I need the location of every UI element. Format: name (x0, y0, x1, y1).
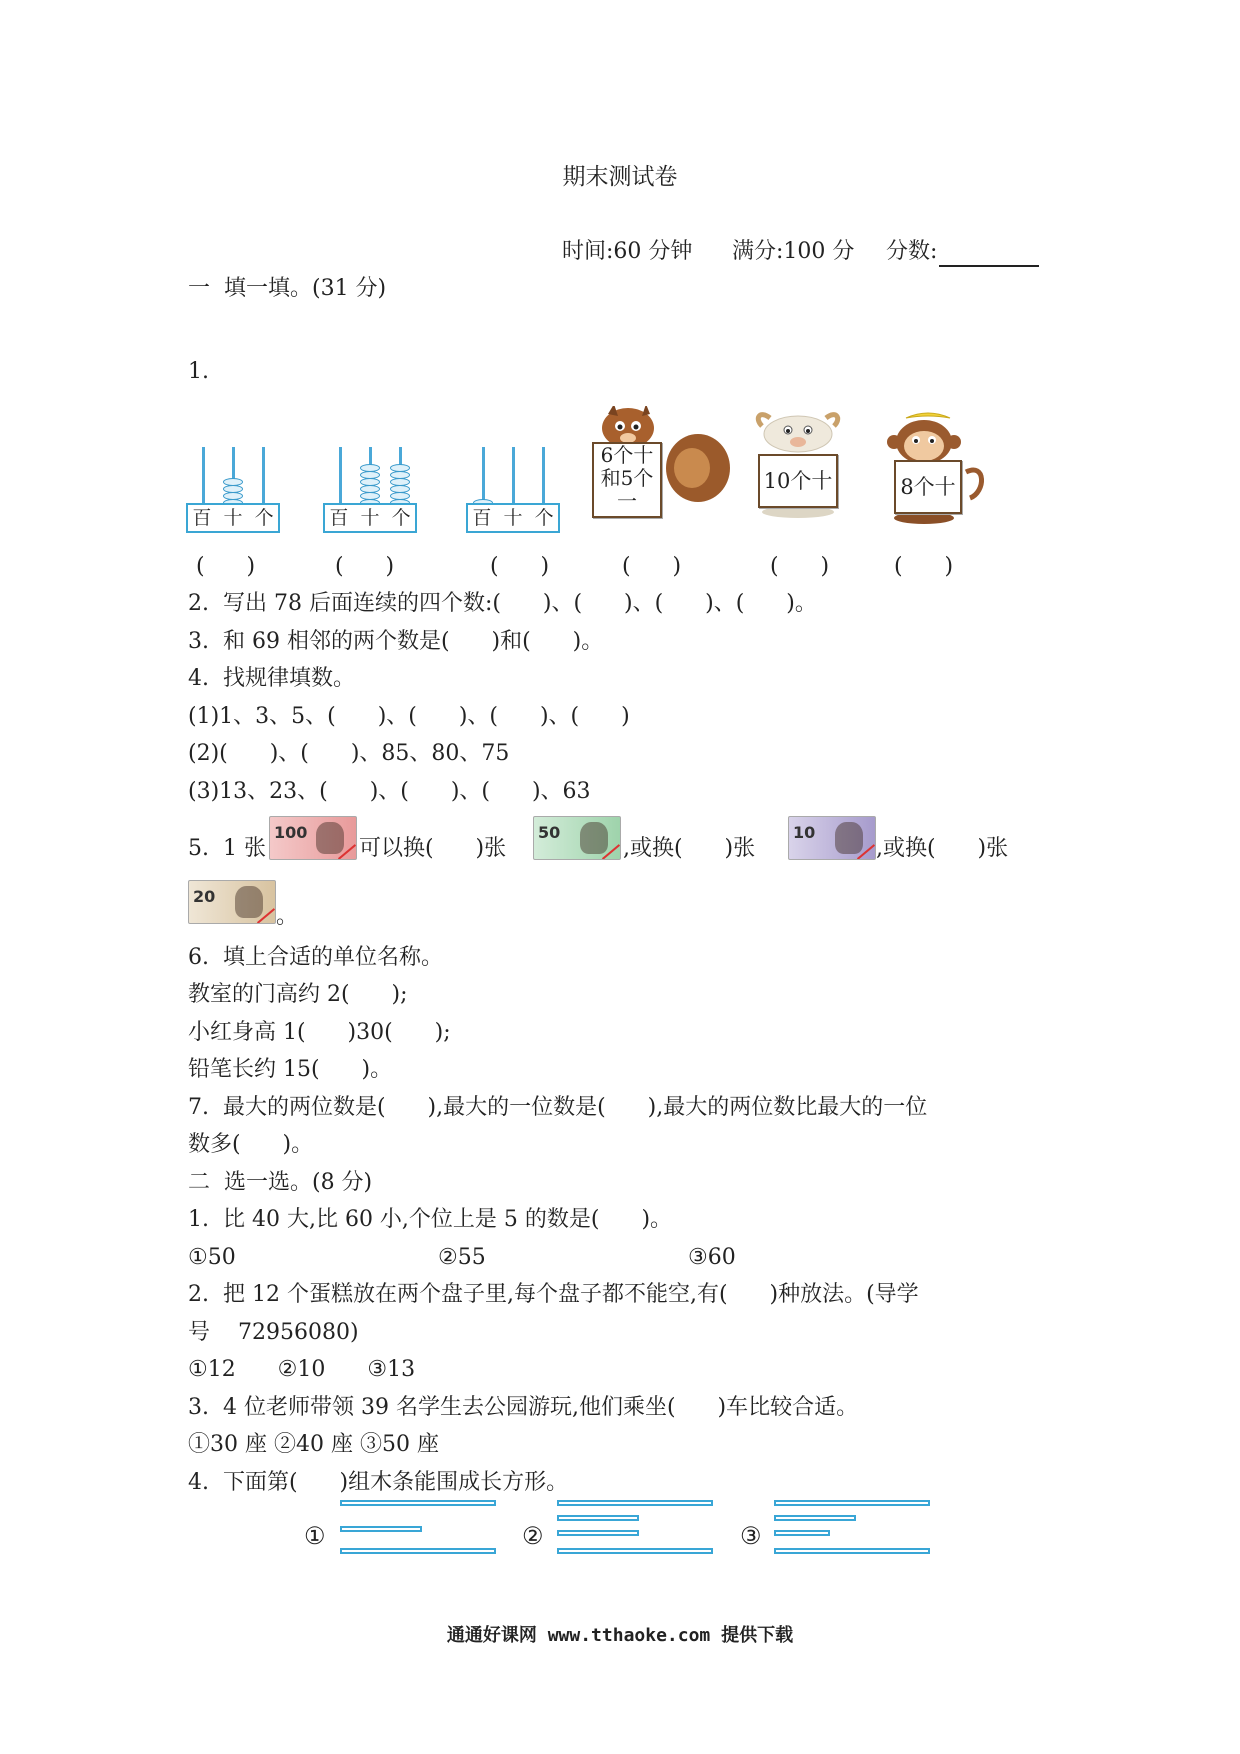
stick-group-2-label: ② (522, 1522, 544, 1550)
banknote-50 (533, 816, 621, 860)
q1-blank-4[interactable]: ( ) (622, 554, 682, 579)
page-title: 期末测试卷 (562, 164, 678, 190)
q4-2-text: (2)( )、( )、85、80、75 (188, 741, 510, 766)
s2-q3-options[interactable]: ①30 座 ②40 座 ③50 座 (188, 1432, 439, 1457)
banknote-50-value: 50 (538, 823, 561, 842)
q5-text-a: 5. 1 张 (188, 836, 266, 861)
q4-1-text: (1)1、3、5、( )、( )、( )、( ) (188, 704, 630, 729)
s2-q1-option-1[interactable]: ①50 (188, 1245, 236, 1270)
squirrel-card (588, 406, 733, 518)
monkey-card (878, 412, 988, 524)
s2-q1-text: 1. 比 40 大,比 60 小,个位上是 5 的数是( )。 (188, 1207, 673, 1232)
squirrel-sign: 6个十 和5个 一 (592, 442, 662, 518)
banknote-20-value: 20 (193, 887, 216, 906)
score-label: 分数: (886, 239, 938, 264)
exam-time: 时间:60 分钟 (562, 239, 693, 264)
banknote-100 (269, 816, 357, 860)
q6-1-text: 教室的门高约 2( ); (188, 982, 408, 1007)
q5-text-b: 可以换( )张 (359, 836, 507, 861)
score-field[interactable] (886, 237, 1039, 267)
footer: 通通好课网 www.tthaoke.com 提供下载 (446, 1625, 794, 1646)
sheep-sign: 10个十 (758, 454, 838, 508)
q1-blank-6[interactable]: ( ) (894, 554, 954, 579)
abacus-2-label: 百 十 个 (323, 503, 417, 533)
banknote-20 (188, 880, 276, 924)
q5-text-e: 。 (276, 904, 299, 929)
monkey-sign: 8个十 (894, 460, 962, 514)
s2-q3-text: 3. 4 位老师带领 39 名学生去公园游玩,他们乘坐( )车比较合适。 (188, 1395, 859, 1420)
banknote-10-value: 10 (793, 823, 816, 842)
exam-full-score: 满分:100 分 (732, 239, 855, 264)
s2-q2-options[interactable]: ①12 ②10 ③13 (188, 1357, 416, 1382)
score-blank[interactable] (939, 243, 1039, 267)
s2-q2-text-a: 2. 把 12 个蛋糕放在两个盘子里,每个盘子都不能空,有( )种放法。(导学 (188, 1282, 919, 1307)
s2-q1-option-3[interactable]: ③60 (688, 1245, 736, 1270)
q1-blank-5[interactable]: ( ) (770, 554, 830, 579)
abacus-1 (186, 447, 280, 532)
section2-heading: 二 选一选。(8 分) (188, 1170, 373, 1195)
section1-heading: 一 填一填。(31 分) (188, 276, 387, 301)
s2-q4-text: 4. 下面第( )组木条能围成长方形。 (188, 1470, 569, 1495)
banknote-100-value: 100 (274, 823, 308, 842)
banknote-10 (788, 816, 876, 860)
q6-3-text: 铅笔长约 15( )。 (188, 1057, 393, 1082)
q1-number: 1. (188, 359, 209, 384)
q1-blank-1[interactable]: ( ) (196, 554, 256, 579)
q1-blank-3[interactable]: ( ) (490, 554, 550, 579)
q7-text-b: 数多( )。 (188, 1132, 314, 1157)
q5-text-d: ,或换( )张 (876, 836, 1009, 861)
s2-q1-option-2[interactable]: ②55 (438, 1245, 486, 1270)
sheep-card (748, 408, 848, 520)
q2-text: 2. 写出 78 后面连续的四个数:( )、( )、( )、( )。 (188, 591, 817, 616)
q4-text: 4. 找规律填数。 (188, 666, 355, 691)
s2-q2-text-b: 号 72956080) (188, 1320, 359, 1345)
abacus-2 (323, 447, 417, 532)
q1-blank-2[interactable]: ( ) (335, 554, 395, 579)
abacus-3 (466, 447, 560, 532)
stick-group-3-label: ③ (740, 1522, 762, 1550)
q7-text-a: 7. 最大的两位数是( ),最大的一位数是( ),最大的两位数比最大的一位 (188, 1095, 928, 1120)
abacus-3-label: 百 十 个 (466, 503, 560, 533)
abacus-1-label: 百 十 个 (186, 503, 280, 533)
q4-3-text: (3)13、23、( )、( )、( )、63 (188, 779, 591, 804)
q6-2-text: 小红身高 1( )30( ); (188, 1020, 451, 1045)
q6-text: 6. 填上合适的单位名称。 (188, 945, 443, 970)
stick-group-1-label: ① (304, 1522, 326, 1550)
q5-text-c: ,或换( )张 (623, 836, 756, 861)
q3-text: 3. 和 69 相邻的两个数是( )和( )。 (188, 629, 604, 654)
